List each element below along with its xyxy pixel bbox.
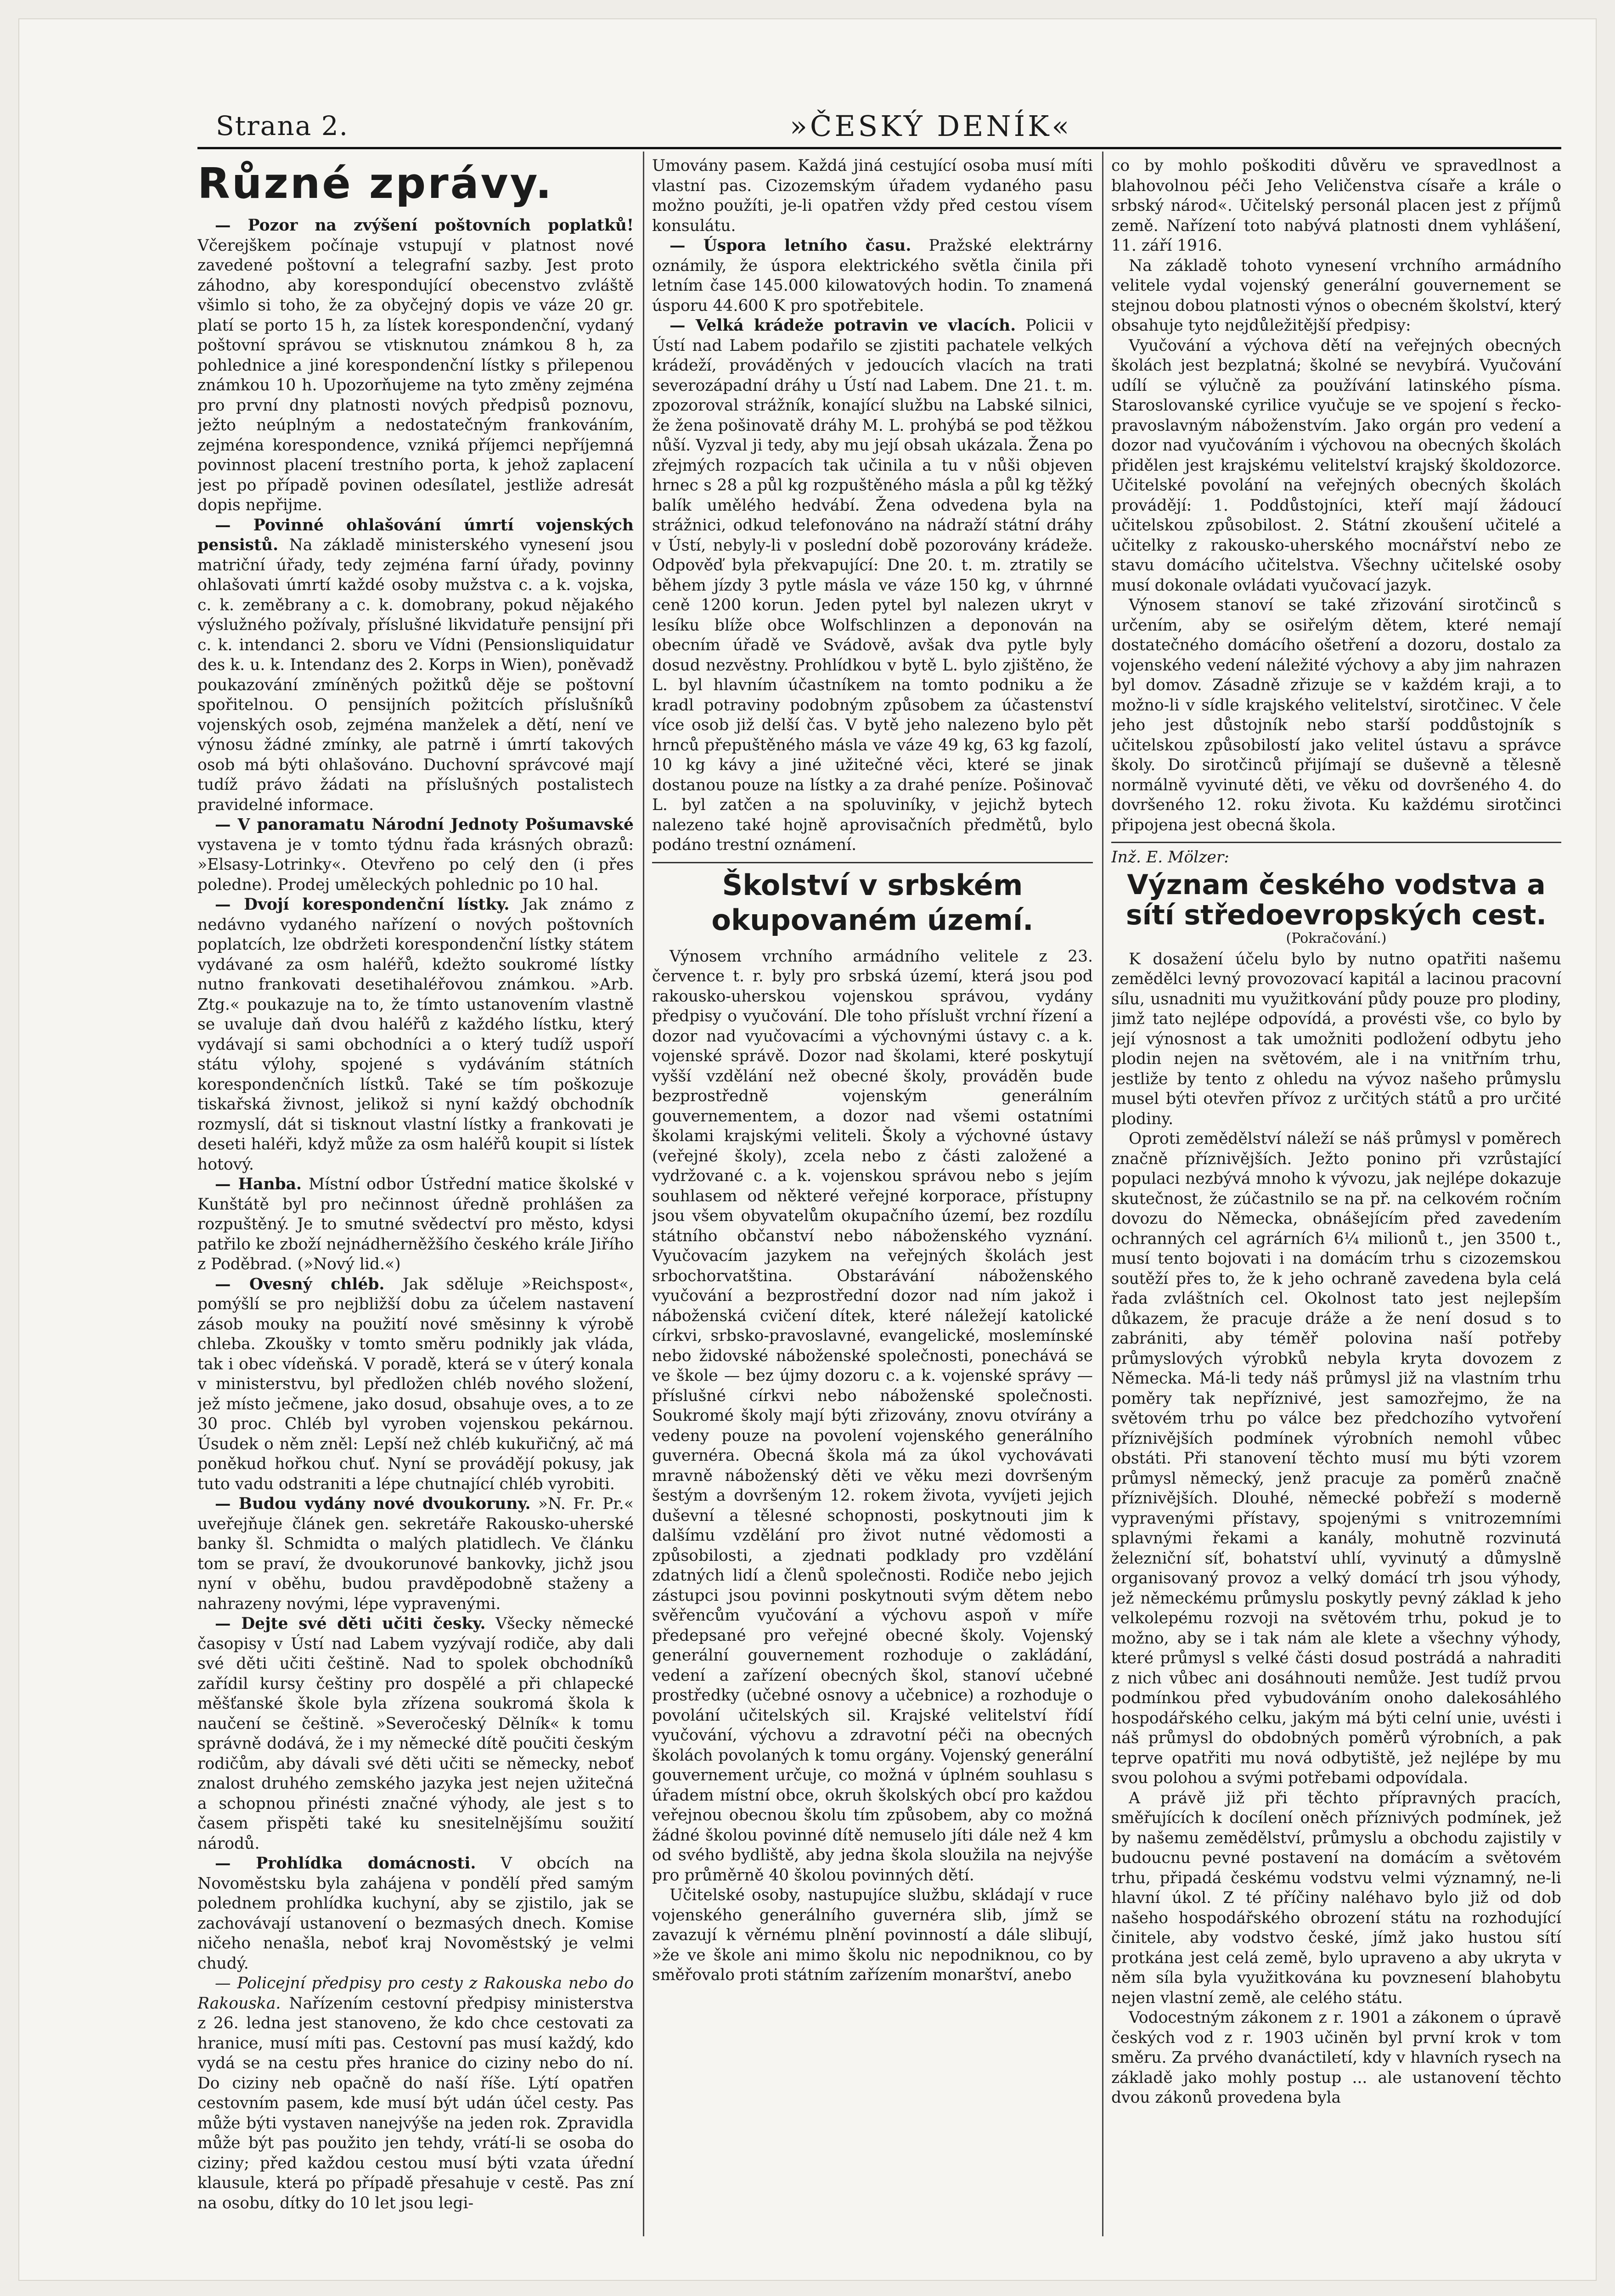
news-item	[197, 216, 634, 516]
news-item	[197, 895, 634, 1175]
news-item-head: — V panoramatu Národní Jednoty Pošumavské	[215, 816, 634, 834]
news-item-head: — Dvojí korespondenční lístky.	[215, 895, 510, 914]
news-item-body: V obcích na Novoměstsku byla zahájena v pondělí před samým polednem prohlídka kuchyní, aby se zjistilo, jak se zachovávají ustanovení o bezmasých dnech. Komise ničeho nenašla, neboť kraj Novoměstský je velmi chudý.	[197, 1854, 634, 1973]
news-item	[652, 316, 1093, 855]
section-title-skolstvi: Školství v srbském okupovaném území.	[711, 868, 1034, 937]
section-separator	[1111, 842, 1561, 843]
news-item-body: Jak známo z nedávno vydaného nařízení o nových poštovních poplatcích, lze obdržeti korespondenční lístky státem vydávané za osm haléřů, kdežto soukromé lístky nutno frankovati desetihaléřovou známkou. »Arb. Ztg.« poukazuje na to, že tímto ustanovením vlastně se uvaluje daň dvou haléřů z každého lístku, který vydávají si sami obchodníci a o který tudíž uspoří státu výlohy, spojené s vydáváním státních korespondenčních lístků. Také se tím poškozuje tiskařská živnost, jelikož si nyní každý obchodník rozmyslí, dát si tisknout vlastní lístky a frankovati je deseti haléři, když může za osm haléřů koupit si lístek hotový.	[197, 895, 634, 1174]
article-paragraph: Vyučování a výchova dětí na veřejných obecných školách jest bezplatná; školné se nevybírá. Vyučování udílí se výlučně za používání latinského písma. Staroslovanské cyrilice vyučuje se ve spojení s řecko-pravoslavným náboženstvím. Jako orgán pro vedení a dozor nad vyučováním i výchovou na obecných školách přidělen jest krajskému velitelství krajský školdozorce. Učitelské povolání na veřejných obecných školách provádějí: 1. Poddůstojníci, kteří mají žádoucí učitelskou způsobilost. 2. Státní zkoušení učitelé a učitelky z rakousko-uherského mocnářství nebo ze stavu domácího učitelstva. Všechny učitelské osoby musí dokonale ovládati vyučovací jazyk.	[1111, 336, 1561, 595]
news-item-body: Nařízením cestovní předpisy ministerstva z 26. ledna jest stanoveno, že kdo chce cestovati za hranice, musí míti pas. Cestovní pas musí každý, kdo vydá se na cestu přes hranice do ciziny nebo do ní. Do ciziny neb opačně do naší říše. Lýtí opatřen cestovním pasem, kde musí být udán účel cesty. Pas může býti vystaven nanejvýše na jeden rok. Zpravidla může být pas použito jen tehdy, vrátí-li se osoba do ciziny; před každou cestou musí býti vzata úřední klausule, která po případě přesahuje v cestě. Pas zní na osobu, dítky do 10 let jsou legi-	[197, 1994, 634, 2212]
column-3	[1111, 156, 1561, 2241]
column-2	[652, 156, 1093, 2241]
news-item-head: — Velká krádeže potravin ve vlacích.	[670, 316, 1016, 335]
news-item-head: — Policejní předpisy pro cesty z Rakouska nebo do Rakouska.	[197, 1974, 634, 2013]
news-item	[197, 1854, 634, 1974]
news-item-body: Na základě ministerského vynesení jsou matriční úřady, tedy zejména farní úřady, povinny ohlašovati úmrtí každé osoby mužstva c. a k. vojska, c. k. zeměbrany a c. k. domobrany, pokud nějakého výslužného požívaly, příslušné likvidatuře pensijní při c. k. intendanci 2. sboru ve Vídni (Pensionsliquidatur des k. u. k. Intendanz des 2. Korps in Wien), poněvadž poukazování zmíněných požitků děje se poštovní spořitelnou. O pensijních požitcích příslušníků vojenských osob, zejména manželek a dětí, není ve výnosu žádné zmínky, ale patrně i úmrtí takových osob má býti ohlašováno. Duchovní správcové mají tudíž právo žádati na příslušných postalistech pravidelné informace.	[197, 536, 634, 814]
news-item	[197, 1275, 634, 1495]
news-item-head: — Pozor na zvýšení poštovních poplatků!	[215, 216, 634, 235]
news-item-head: — Prohlídka domácnosti.	[215, 1854, 476, 1873]
news-item	[197, 815, 634, 895]
news-item	[197, 1614, 634, 1854]
news-item-continued: Umovány pasem. Každá jiná cestující osoba musí míti vlastní pas. Cizozemským úřadem vydaného pasu možno použíti, je-li opatřen vždy před cestou vísem konsulátu.	[652, 157, 1093, 235]
news-item-body: Pražské elektrárny oznámily, že úspora elektrického světla činila při letním čase 145.000 kilowatových hodin. To znamená úsporu 44.600 K pro spotřebitele.	[652, 236, 1093, 315]
news-item-body: Všecky německé časopisy v Ústí nad Labem vyzývají rodiče, aby dali své děti učiti češtině. Nad to spolek obchodníků zařídil kursy češtiny pro dospělé a při chlapecké měšťanské škole byla zřízena soukromá škola k naučení se češtině. »Severočeský Dělník« k tomu správně dodává, že i my německé dítě poučiti českým rodičům, aby dávali své děti učiti se německy, neboť znalost druhého zemského jazyka jest nejen užitečná a schopnou přinésti značné výhody, ale jest s to časem přispěti také ku snesitelnějšímu soužití národů.	[197, 1615, 634, 1853]
news-item-head: — Ovesný chléb.	[215, 1275, 385, 1294]
article-paragraph: Vodocestným zákonem z r. 1901 a zákonem o úpravě českých vod z r. 1903 učiněn byl první krok v tom směru. Za prvého dvanáctiletí, kdy v hlavních rysech na základě jako mohly postup ... ale ustanovení těchto dvou zákonů provedena byla	[1111, 2009, 1561, 2107]
column-divider-2	[1102, 152, 1103, 2236]
section-separator	[652, 862, 1093, 863]
article-paragraph: Učitelské osoby, nastupujíce službu, skládají v ruce vojenského generálního guvernéra slib, jímž se zavazují k věrnému plnění povinností a dále slibují, »že ve škole ani mimo školu nic nepodniknou, co by směřovalo proti státním zařízením monarštví, anebo	[652, 1886, 1093, 1984]
article-paragraph: Oproti zemědělství náleží se náš průmysl v poměrech značně příznivějších. Ježto ponino při vzrůstající populaci nezbývá mnoho k vývozu, jak nejlépe dokazuje skutečnost, že zúčastnilo se na př. na celkovém ročním dovozu do Německa, obnášejícím před zavedením ochranných cel agrárních 6¼ milionů t., jen 3500 t., musí tento bojovati i na domácím trhu s cizozemskou soutěží přes to, že k jeho ochraně zavedena byla celá řada zvláštních cel. Okolnost tato jest nejlepším důkazem, že pracuje dráže a že není dosud s to zabrániti, aby téměř polovina naší potřeby průmyslových výrobků nebyla kryta dovozem z Německa. Má-li tedy náš průmysl již na vlastním trhu poměry tak nepříznivé, jest samozřejmo, že na světovém trhu po válce bez předchozího vytvoření příznivějších podmínek výrobních nemohl vůbec obstáti. Při stanovení těchto musí mu býti vzorem průmysl německý, jenž pracuje za poměrů značně příznivějších. Dlouhé, německé pobřeží s moderně vypravenými přístavy, spojenými s vnitrozemními splavnými řekami a kanály, mohutně rozvinutá železniční síť, bohatství uhlí, vyvinutý a důmyslně organisovaný provoz a velký domácí trh jsou výhody, jež německému průmyslu poskytly pevný základ k jeho velkolepému rozvoji na světovém trhu, pokud je to možno, aby se i tak nám ale klete a všechny výhody, které průmysl s velké části dosud postrádá a nahraditi z nich vůbec ani dosáhnouti nemůže. Jest tudíž prvou podmínkou před vybudováním onoho dalekosáhlého hospodářského celku, jakým má býti celní unie, uvésti i náš průmysl do obdobných poměrů výrobních, a pak teprve opatřiti mu nová odbytiště, jež nejlépe by mu svou polohou a svými potřebami odpovídala.	[1111, 1130, 1561, 1787]
article-paragraph: co by mohlo poškoditi důvěru ve spravedlnost a blahovolnou péči Jeho Veličenstva císaře a krále o srbský národ«. Učitelský personál placen jest z příjmů země. Nařízení toto nabývá platnosti dnem vyhlášení, 11. září 1916.	[1111, 157, 1561, 255]
news-item-head: — Úspora letního času.	[670, 236, 912, 255]
article-title: Význam českého vodstva a sítí středoevropských cest.	[1125, 868, 1547, 931]
news-item-body: »N. Fr. Pr.« uveřejňuje článek gen. sekretáře Rakousko-uherské banky šl. Schmidta o malých platidlech. Ve článku tom se praví, že dvoukorunové bankovky, jichž jsou nyní v oběhu, budou pravděpodobně staženy a nahrazeny novými, lépe vypravenými.	[197, 1495, 634, 1613]
article-paragraph: Výnosem stanoví se také zřizování sirotčinců s určením, aby se osiřelým dětem, které nemají dostatečného domácího ošetření a dozoru, dostalo za vojenského vedení náležité výchovy a aby jim nahrazen byl domov. Zásadně zřizuje se v každém kraji, a to možno-li v sídle krajského velitelství, sirotčinec. V čele jeho jest důstojník nebo starší poddůstojník s učitelskou způsobilostí jako velitel ústavu a správce školy. Do sirotčinců přijímají se duševně a tělesně normálně vyvinuté děti, ve věku od dovršeného 4. do dovršeného 12. roku života. Ku každému sirotčinci připojena jest obecná škola.	[1111, 596, 1561, 834]
masthead: »ČESKÝ DENÍK«	[790, 109, 1072, 143]
news-item	[197, 1974, 634, 2213]
news-item	[652, 236, 1093, 316]
news-item	[197, 516, 634, 816]
header-rule	[197, 147, 1561, 149]
news-item	[197, 1175, 634, 1275]
page-header	[216, 106, 1547, 147]
article-paragraph: Výnosem vrchního armádního velitele z 23. července t. r. byly pro srbská území, která jsou pod rakousko-uherskou vojenskou správou, vydány předpisy o vyučování. Dle toho příslušt vrchní řízení a dozor nad vyučovacími a výchovnými ústavy c. a k. vojenské správě. Dozor nad školami, které poskytují vyšší vzdělání než obecné školy, prováděn bude bezprostředně vojenským generálním gouvernementem, a dozor nad všemi ostatními školami krajskými veliteli. Školy a výchovné ústavy (veřejné školy), zcela nebo z části založené a vydržované c. a k. vojenskou správou nebo s jejím souhlasem od některé veřejné korporace, přístupny jsou všem obyvatelům okupačního území, bez rozdílu státního občanství nebo náboženského vyznání. Vyučovacím jazykem na veřejných školách jest srbochorvatština. Obstarávání náboženského vyučování a bezprostřední dozor nad ním jakož i náboženská cvičení dítek, které náležejí katolické církvi, srbsko-pravoslavné, evangelické, moslemínské nebo židovské náboženské společnosti, ponechává se ve škole — bez újmy dozoru c. a k. vojenské správy — příslušné církvi nebo náboženské společnosti. Soukromé školy mají býti zřizovány, znovu otvírány a vedeny pouze na povolení vojenského generálního guvernéra. Obecná škola má za úkol vychovávati mravně náboženský děti ve věku mezi dovršeným šestým a dovršeným 12. rokem života, vyvíjeti jejich duševní a tělesné schopnosti, poskytnouti jim k dalšímu vzdělání pro život nutné vědomosti a způsobilosti, a zjednati podklady pro vzdělání zdatných lidí a členů společnosti. Rodiče nebo jejich zástupci jsou povinni poskytnouti svým dětem nebo svěřencům vyučování a výchovu aspoň v míře předepsané pro veřejné obecné školy. Vojenský generální gouvernement rozhoduje o zakládání, vedení a zařízení obecných škol, stanoví učebné prostředky (učebné osnovy a učebnice) a rozhoduje o povolání učitelských sil. Krajské velitelství řídí vyučování, výchovu a zdravotní péči na obecných školách povolaných k tomu orgány. Vojenský generální gouvernement určuje, co možná v úplném souhlasu s úřadem místní obce, okruh školských obcí pro každou veřejnou obecnou školu tím způsobem, aby co možná žádné školou povinné dítě nemuselo jíti dále než 4 km od svého bydliště, aby jedna škola sloužila na nejvýše pro průměrně 40 školou povinných dětí.	[652, 947, 1093, 1885]
news-item-body: Včerejškem počínaje vstupují v platnost nové zavedené poštovní a telegrafní sazby. Jest proto záhodno, aby korespondující obecenstvo zvláště všimlo si toho, že za obyčejný dopis ve váze 20 gr. platí se porto 15 h, za lístek korespondenční, vydaný poštovní správou se vtisknutou známkou 8 h, za pohlednice a jiné korespondenční lístky s přilepenou známkou 10 h. Upozorňujeme na tyto změny zejména pro první dny platnosti nových předpisů poznovu, ježto neúplným a nedostatečným frankováním, zejména korespondence, vzniká příjemci nepříjemná povinnost placení trestního porta, k jehož zaplacení jest po případě povinen odesílatel, jestliže adresát dopis nepřijme.	[197, 236, 634, 514]
section-title-ruzne-zpravy: Různé zprávy.	[197, 159, 554, 208]
news-item-head: — Budou vydány nové dvoukoruny.	[215, 1495, 531, 1513]
news-item-head: — Hanba.	[215, 1175, 302, 1193]
news-item-head: — Dejte své děti učiti česky.	[215, 1615, 486, 1633]
article-paragraph: Na základě tohoto vynesení vrchního armádního velitele vydal vojenský generální gouvernement se stejnou dobou platnosti výnos o obecném školství, který obsahuje tyto nejdůležitější předpisy:	[1111, 256, 1561, 335]
news-item-head: — Povinné ohlašování úmrtí vojenských pensistů.	[197, 516, 634, 554]
news-item-body: Jak sděluje »Reichspost«, pomýšlí se pro nejbližší dobu za účelem nastavení zásob mouky na použití nové směsinny k výrobě chleba. Zkoušky v tomto směru podnikly jak vláda, tak i obec vídeňská. V poradě, která se v úterý konala v ministerstvu, byl předložen chléb nového složení, jež místo ječmene, jako dosud, obsahuje oves, a to ze 30 proc. Chléb byl vyroben vojenskou pekárnou. Úsudek o něm zněl: Lepší než chléb kukuřičný, ač má poněkud hořkou chuť. Nyní se provádějí pokusy, jak tuto vadu odstraniti a lépe chutnající chléb vyrobiti.	[197, 1275, 634, 1493]
article-subtitle: (Pokračování.)	[1286, 930, 1387, 946]
column-1	[197, 156, 634, 2241]
page-number: Strana 2.	[216, 110, 349, 141]
news-item-body: Místní odbor Ústřední matice školské v Kunštátě byl pro nečinnost úředně prohlášen za rozpuštěný. Je to smutné svědectví pro město, kdysi patřilo ke zboží nejnádherněžšího českého krále Jiřího z Poděbrad. (»Nový lid.«)	[197, 1175, 634, 1273]
article-paragraph: A právě již při těchto přípravných pracích, směřujících k docílení oněch příznivých podmínek, jež by našemu zemědělství, průmyslu a obchodu zajistily v budoucnu pevné postavení na domácím a světovém trhu, připadá českému vodstvu velmi významný, ne-li hlavní úkol. Z té příčiny naléhavo bylo již od dob našeho hospodářského obrození státu na rozhodující činitele, aby vodstvo české, jímž jako hustou sítí protkána jest celá země, bylo upraveno a aby ukryta v něm síla byla využitkována ku povznesení blahobytu nejen vlastní země, ale celého státu.	[1111, 1789, 1561, 2007]
article-paragraph: K dosažení účelu bylo by nutno opatřiti našemu zemědělci levný provozovací kapitál a lacinou pracovní sílu, usnadniti mu využitkování půdy pouze pro plodiny, jimž tato nejlépe odpovídá, a provésti vše, co bylo by její výnosnost a tak umožniti podložení odbytu jeho plodin nejen na světovém, ale i na vnitřním trhu, jestliže by tento z ohledu na vývoz našeho průmyslu musel býti otevřen přívoz z určitých států a pro určité plodiny.	[1111, 950, 1561, 1128]
column-divider-1	[643, 152, 644, 2236]
news-item	[197, 1494, 634, 1614]
article-author: Inž. E. Mölzer:	[1111, 848, 1229, 867]
news-item-body: Policii v Ústí nad Labem podařilo se zjistiti pachatele velkých krádeží, prováděných v jedoucích vlacích na trati severozápadní dráhy u Ústí nad Labem. Dne 21. t. m. zpozoroval strážník, konající službu na Labské silnici, že žena pošinovatě dráhy M. L. prohýbá se pod těžkou nůší. Vyzval ji tedy, aby mu její obsah ukázala. Žena po zřejmých rozpacích tak učinila a tu v nůši objeven hrnec s 28 a půl kg rozpuštěného másla a půl kg těžký balík umělého hedvábí. Žena odvedena byla na strážnici, odkud telefonováno na nádraží státní dráhy v Ústí, nebyly-li v poslední době pozorovány krádeže. Odpověď byla překvapující: Dne 20. t. m. ztratily se během jízdy 3 pytle másla ve váze 150 kg, v úhrnné ceně 1200 korun. Jeden pytel byl nalezen ukryt v lesíku blíže obce Wolfschlinzen a deponován na obecním úřadě ve Svádově, avšak dva pytle byly dosud nezvěstny. Prohlídkou v bytě L. bylo zjištěno, že L. byl hlavním účastníkem na tomto podniku a že kradl potraviny podobným způsobem za účastenství více osob již delší čas. V bytě jeho nalezeno bylo pět hrnců přepuštěného másla ve váze 49 kg, 63 kg fazolí, 10 kg kávy a jiné užitečné věci, které se jinak dostanou pouze na lístky a za drahé peníze. Pošinovač L. byl zatčen a na spoluviníky, v jejichž bytech nalezeno také hojně aprovisačních předmětů, bylo podáno trestní oznámení.	[652, 316, 1093, 854]
news-item-body: vystavena je v tomto týdnu řada krásných obrazů: »Elsasy-Lotrinky«. Otevřeno po celý den (i přes poledne). Prodej uměleckých pohlednic po 10 hal.	[197, 835, 634, 894]
